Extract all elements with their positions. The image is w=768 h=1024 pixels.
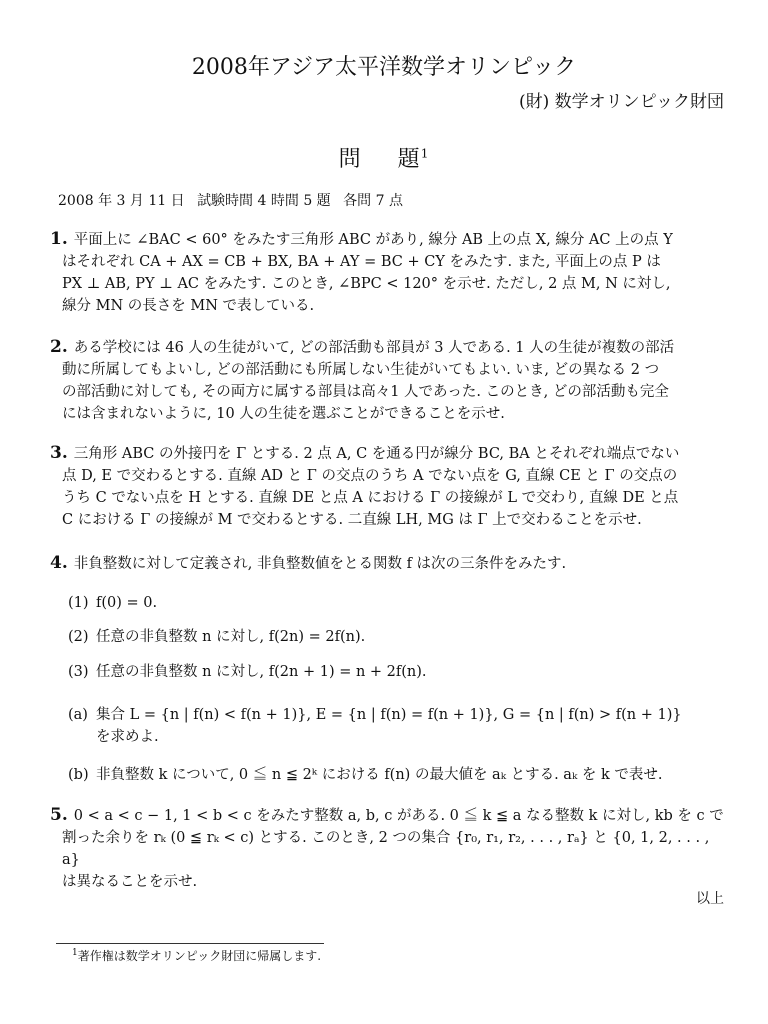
condition-1 <box>68 592 724 614</box>
problem-line: には含まれないように, 10 人の生徒を選ぶことができることを示せ. <box>62 406 505 422</box>
question-label: (a) <box>68 707 88 723</box>
problems-heading <box>0 142 768 173</box>
problem-4 <box>50 552 726 575</box>
organization-name: (財) 数学オリンピック財団 <box>519 92 724 112</box>
exam-date: 2008 年 3 月 11 日 <box>58 193 185 209</box>
problem-2 <box>50 336 726 425</box>
footnote-number: 1 <box>72 948 78 958</box>
question-text: 非負整数 k について, 0 ≦ n ≦ 2ᵏ における f(n) の最大値を aₖ とする. aₖ を k で表せ. <box>96 767 663 783</box>
closing-mark: 以上 <box>696 891 724 907</box>
document-title: 2008年アジア太平洋数学オリンピック <box>191 55 577 80</box>
exam-duration: 試験時間 4 時間 5 題 <box>197 193 331 209</box>
footnote-rule <box>56 943 324 944</box>
problem-line: はそれぞれ CA + AX = CB + BX, BA + AY = BC + CY をみたす. また, 平面上の点 P は <box>62 254 661 270</box>
problem-line: C における Γ の接線が M で交わるとする. 二直線 LH, MG は Γ 上で交わることを示せ. <box>62 512 642 528</box>
problem-number: 3. <box>50 443 68 463</box>
exam-points: 各問 7 点 <box>343 193 403 209</box>
condition-text: 任意の非負整数 n に対し, f(2n + 1) = n + 2f(n). <box>96 664 427 680</box>
problem-line: 割った余りを rₖ (0 ≦ rₖ < c) とする. このとき, 2 つの集合 {r₀, r₁, r₂, . . . , rₐ} と {0, 1, 2, . . . , a} <box>62 830 710 868</box>
question-b <box>68 764 724 786</box>
problem-1 <box>50 228 726 317</box>
footnote <box>72 947 321 964</box>
condition-3 <box>68 661 724 683</box>
problem-number: 1. <box>50 229 68 249</box>
problem-line: 線分 MN の長さを MN で表している. <box>62 298 315 314</box>
problem-line: 点 D, E で交わるとする. 直線 AD と Γ の交点のうち A でない点を G, 直線 CE と Γ の交点の <box>62 468 678 484</box>
condition-text: 任意の非負整数 n に対し, f(2n) = 2f(n). <box>96 629 366 645</box>
problem-line: うち C でない点を H とする. 直線 DE と点 A における Γ の接線が L で交わり, 直線 DE と点 <box>62 490 679 506</box>
problem-line: 動に所属してもよいし, どの部活動にも所属しない生徒がいてもよい. いま, どの異なる 2 つ <box>62 362 660 378</box>
problem-line: の部活動に対しても, その両方に属する部員は高々1 人であった. このとき, どの部活動も完全 <box>62 384 669 400</box>
problem-line: PX ⊥ AB, PY ⊥ AC をみたす. このとき, ∠BPC < 120° を示せ. ただし, 2 点 M, N に対し, <box>62 276 671 292</box>
problem-line: 三角形 ABC の外接円を Γ とする. 2 点 A, C を通る円が線分 BC, BA とそれぞれ端点でない <box>73 446 680 462</box>
problem-line: は異なることを示せ. <box>62 874 198 890</box>
footnote-mark: 1 <box>420 146 430 161</box>
condition-label: (2) <box>68 629 89 645</box>
question-text-continued: を求めよ. <box>96 729 159 745</box>
problem-number: 2. <box>50 337 68 357</box>
exam-meta <box>58 190 411 210</box>
problem-line: ある学校には 46 人の生徒がいて, どの部活動も部員が 3 人である. 1 人の生徒が複数の部活 <box>73 340 675 356</box>
problem-3 <box>50 442 726 531</box>
problem-line: 平面上に ∠BAC < 60° をみたす三角形 ABC があり, 線分 AB 上の点 X, 線分 AC 上の点 Y <box>73 232 673 248</box>
heading-right: 題 <box>397 147 421 172</box>
footnote-text: 著作権は数学オリンピック財団に帰属します. <box>77 949 322 963</box>
problem-number: 5. <box>50 805 68 825</box>
question-label: (b) <box>68 767 89 783</box>
problem-number: 4. <box>50 553 68 573</box>
heading-left: 問 <box>338 147 362 172</box>
condition-label: (1) <box>68 595 89 611</box>
condition-2 <box>68 626 724 648</box>
problem-line: 非負整数に対して定義され, 非負整数値をとる関数 f は次の三条件をみたす. <box>73 556 567 572</box>
question-a <box>68 704 724 748</box>
problem-line: 0 < a < c − 1, 1 < b < c をみたす整数 a, b, c がある. 0 ≦ k ≦ a なる整数 k に対し, kb を c で <box>73 808 724 824</box>
question-text: 集合 L = {n | f(n) < f(n + 1)}, E = {n | f(n) = f(n + 1)}, G = {n | f(n) > f(n + 1)} <box>96 707 682 723</box>
condition-label: (3) <box>68 664 89 680</box>
problem-5 <box>50 804 726 893</box>
condition-text: f(0) = 0. <box>96 595 158 611</box>
